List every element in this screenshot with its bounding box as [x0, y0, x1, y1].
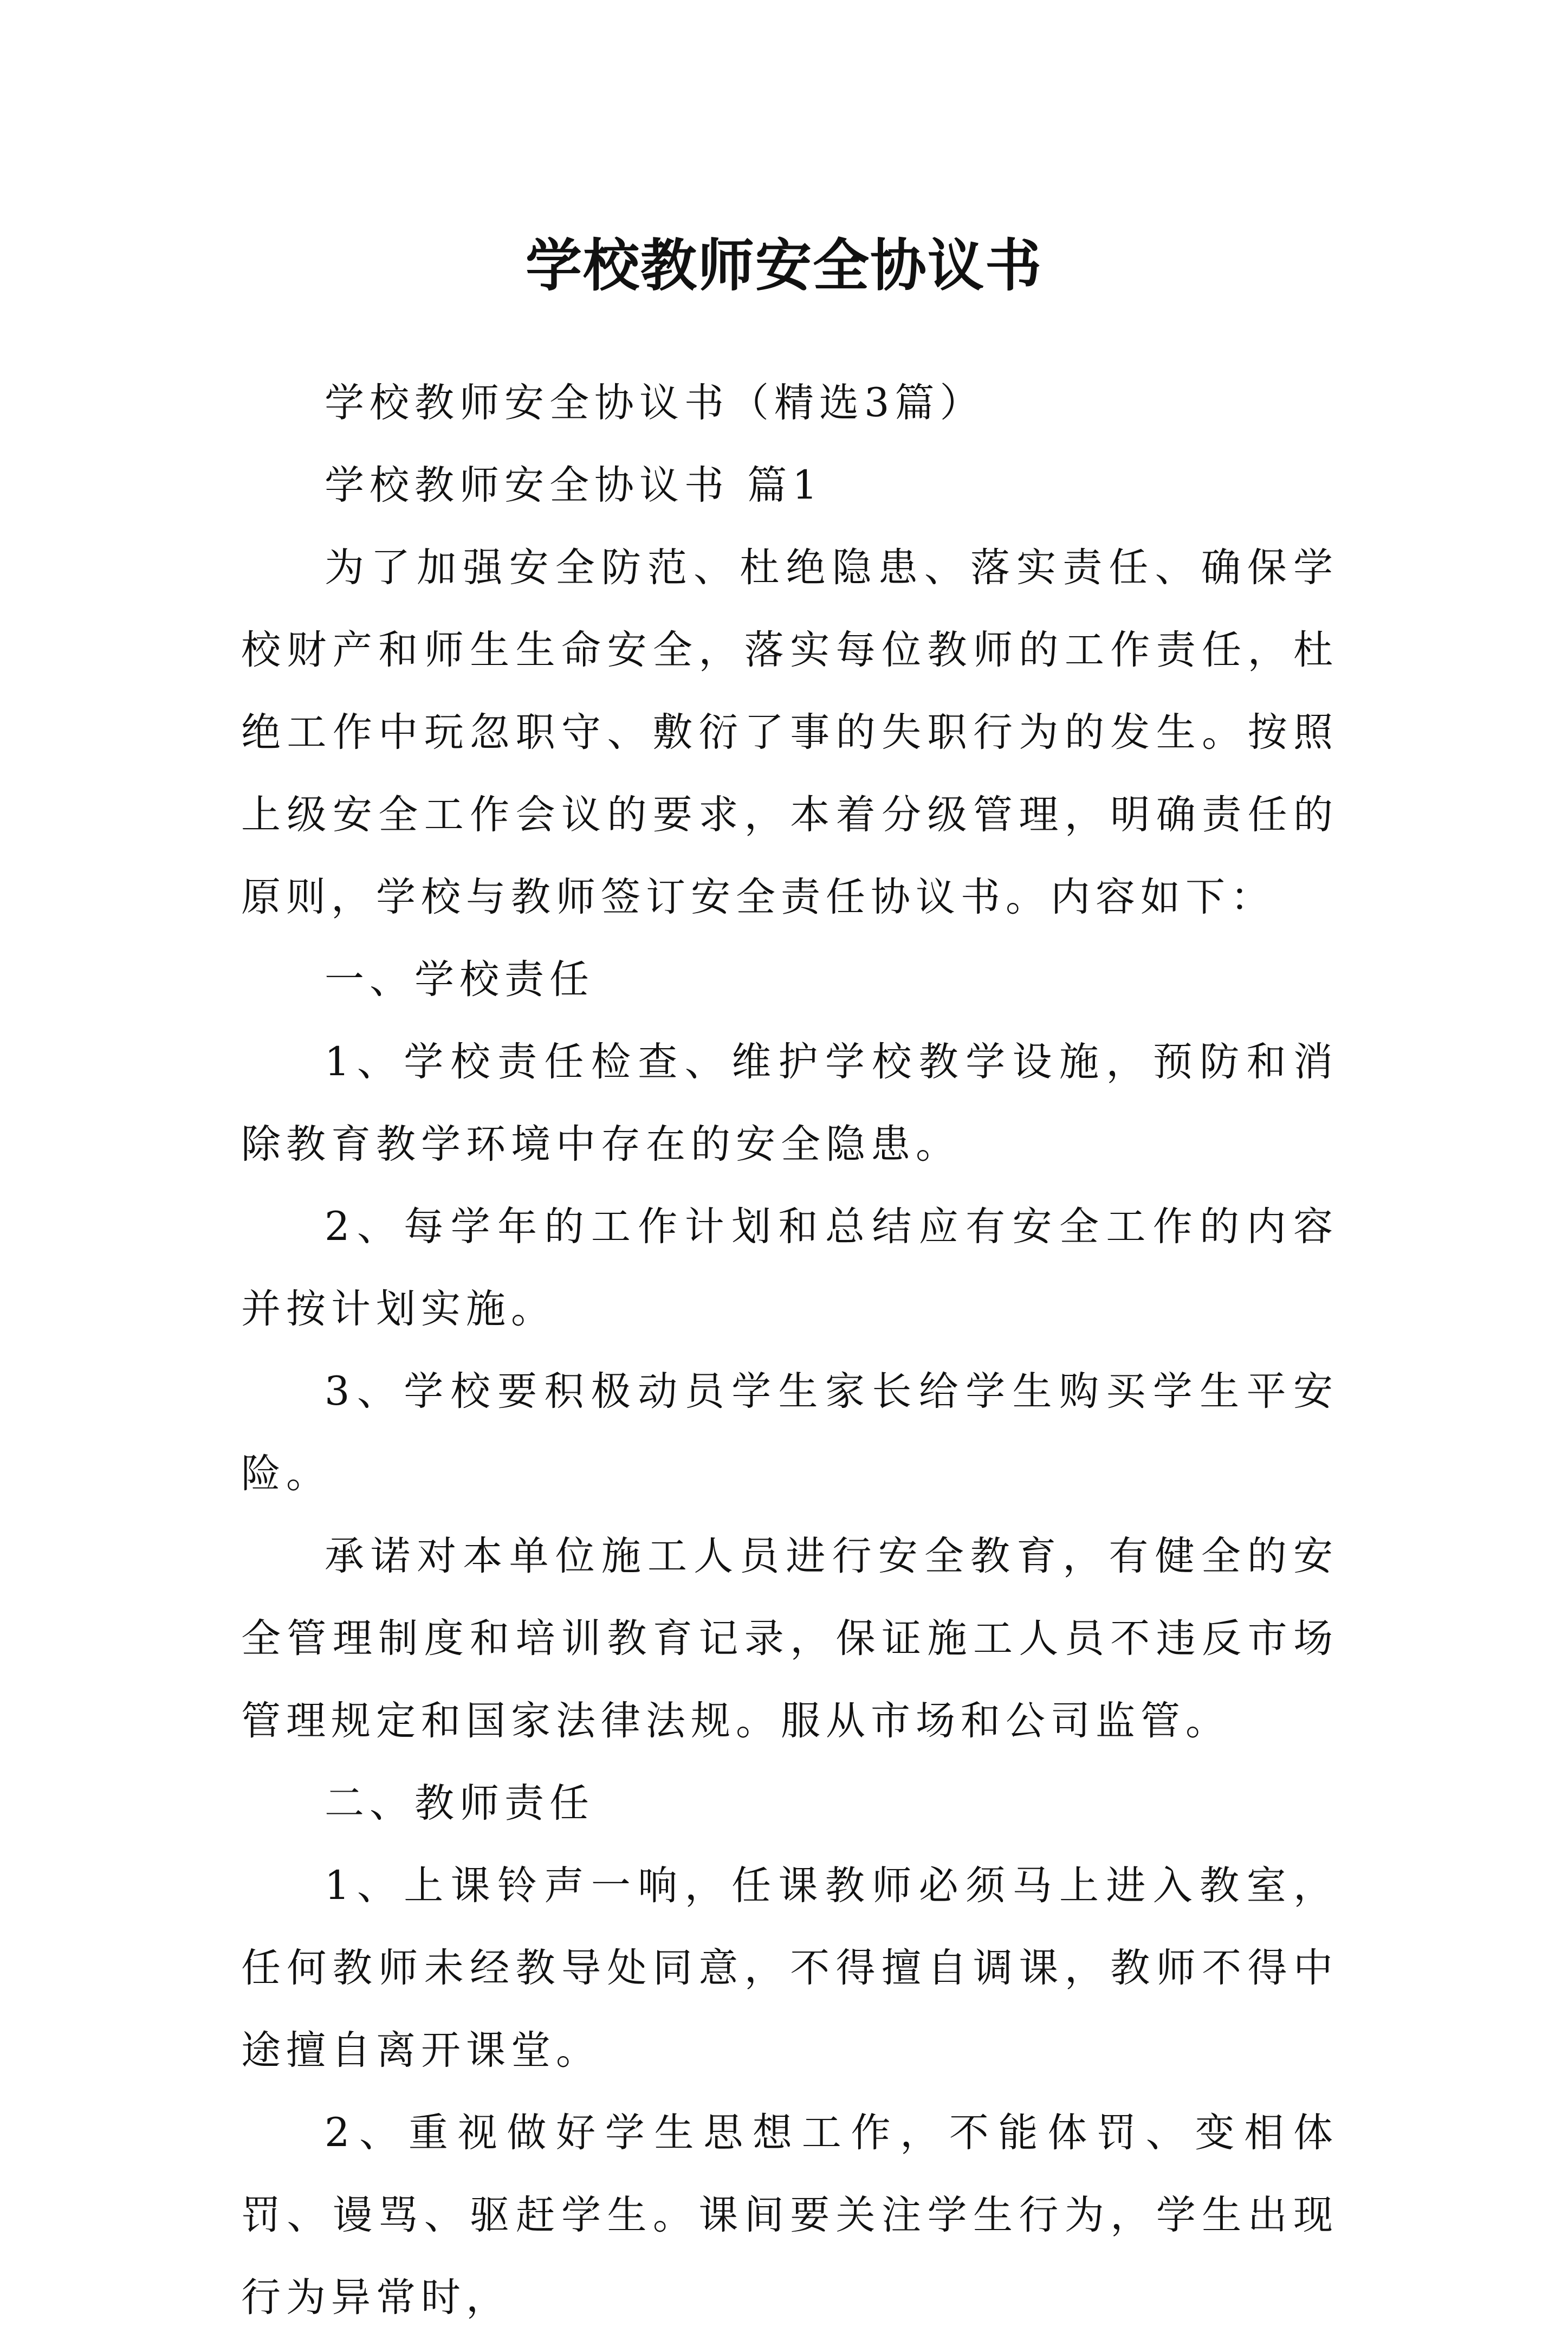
teacher-responsibility-heading: 二、教师责任 [325, 1780, 594, 1826]
teacher-item-2: 2、重视做好学生思想工作，不能体罚、变相体罚、谩骂、驱赶学生。课间要关注学生行为，学生出现行为异常时， [241, 2110, 1338, 2321]
intro-paragraph: 为了加强安全防范、杜绝隐患、落实责任、确保学校财产和师生生命安全，落实每位教师的工作责任，杜绝工作中玩忽职守、敷衍了事的失职行为的发生。按照上级安全工作会议的要求，本着分级管理，明确责任的原则，学校与教师签订安全责任协议书。内容如下： [241, 545, 1338, 920]
school-item-1: 1、学校责任检查、维护学校教学设施，预防和消除教育教学环境中存在的安全隐患。 [241, 1039, 1338, 1167]
subtitle-line: 学校教师安全协议书（精选3篇） [325, 380, 985, 426]
document-body [241, 362, 1338, 2339]
school-item-3: 3、学校要积极动员学生家长给学生购买学生平安险。 [241, 1368, 1338, 1497]
document-title: 学校教师安全协议书 [525, 231, 1042, 299]
section-heading: 学校教师安全协议书 篇1 [325, 462, 823, 508]
school-responsibility-heading: 一、学校责任 [325, 957, 594, 1003]
school-item-2: 2、每学年的工作计划和总结应有安全工作的内容并按计划实施。 [241, 1204, 1338, 1332]
commitment-paragraph: 承诺对本单位施工人员进行安全教育，有健全的安全管理制度和培训教育记录，保证施工人员不违反市场管理规定和国家法律法规。服从市场和公司监管。 [241, 1533, 1338, 1744]
teacher-item-1: 1、上课铃声一响，任课教师必须马上进入教室，任何教师未经教导处同意，不得擅自调课，教师不得中途擅自离开课堂。 [241, 1863, 1338, 2073]
